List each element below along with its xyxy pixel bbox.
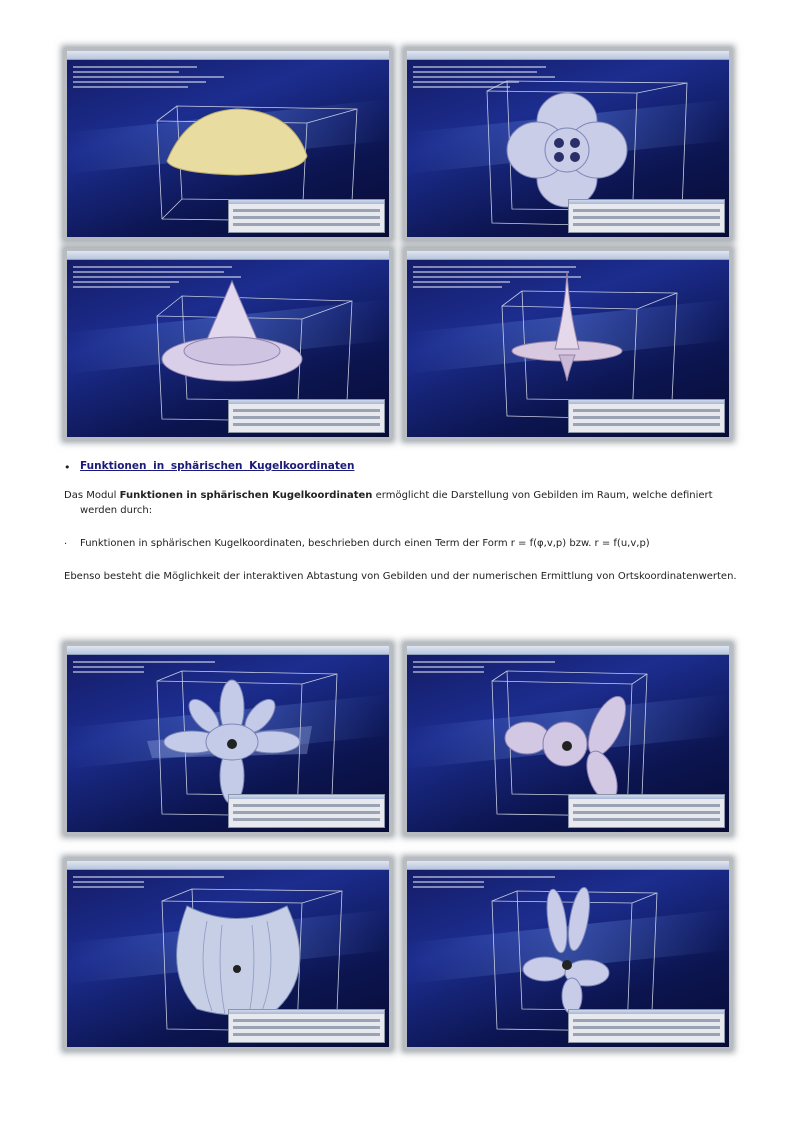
closing-paragraph: Ebenso besteht die Möglichkeit der interaktiven Abtastung von Gebilden und der numerischen Ermittlung von Ortskoordinatenwerten. [64,571,737,582]
module-name: Funktionen in sphärischen Kugelkoordinaten [119,490,373,501]
definition-text: Funktionen in sphärischen Kugelkoordinaten, beschrieben durch einen Term der Form r = f(φ,v,p) bzw. r = f(u,v,p) [80,538,650,549]
screenshot-dome [64,48,392,240]
control-panel[interactable] [568,1009,725,1043]
screenshot-lobed-flower [404,48,732,240]
screenshot-star-petals [64,643,392,835]
intro-tail: ermöglicht die Darstellung von Gebilden im Raum, welche definiert [375,490,713,501]
screenshot-spiked-ring [64,248,392,440]
control-panel[interactable] [228,794,385,828]
screenshot-tall-petals [404,858,732,1050]
control-panel[interactable] [568,794,725,828]
intro-continuation: werden durch: [80,505,153,516]
screenshot-bulb [64,858,392,1050]
screenshot-butterfly [404,643,732,835]
control-panel[interactable] [568,399,725,433]
control-panel[interactable] [228,199,385,233]
control-panel[interactable] [228,399,385,433]
bullet-marker: • [64,461,71,474]
screenshot-spire [404,248,732,440]
intro-lead: Das Modul [64,490,117,501]
intro-paragraph [64,488,744,503]
control-panel[interactable] [568,199,725,233]
section-link[interactable]: Funktionen in sphärischen Kugelkoordinaten [80,460,355,472]
definition-marker: · [64,539,68,550]
control-panel[interactable] [228,1009,385,1043]
